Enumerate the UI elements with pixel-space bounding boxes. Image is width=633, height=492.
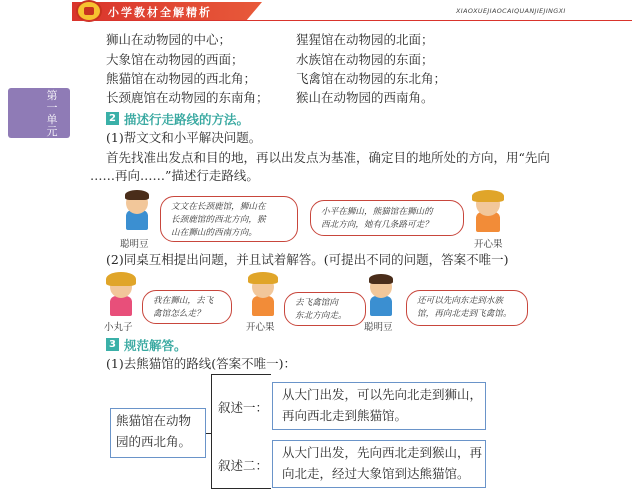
connector-line xyxy=(211,374,212,488)
bubble-line: 长颈鹿馆的西北方向，猴 xyxy=(171,215,266,225)
location-item: 狮山在动物园的中心； xyxy=(106,32,232,47)
paragraph-line: 首先找准出发点和目的地，再以出发点为基准，确定目的地所处的方向，用“先向 xyxy=(106,150,550,165)
kid-name: 聪明豆 xyxy=(364,322,393,333)
section-number: 3 xyxy=(106,338,119,351)
bubble-line: 去飞禽馆向 xyxy=(295,298,338,308)
bubble-line: 山在狮山的西南方向。 xyxy=(171,228,257,238)
connector-line xyxy=(211,488,271,489)
speech-bubble xyxy=(284,292,366,326)
kid-illustration xyxy=(246,272,280,318)
bubble-line: 东北方向走。 xyxy=(295,311,347,321)
kid-illustration xyxy=(366,274,396,318)
speech-bubble xyxy=(142,290,232,324)
header-title: 小学教材全解精析 xyxy=(108,6,212,19)
kid-illustration xyxy=(470,190,506,234)
root-text: 园的西北角。 xyxy=(116,434,192,449)
answer-line: 从大门出发，可以先向北走到狮山， xyxy=(282,387,483,402)
location-item: 熊猫馆在动物园的西北角； xyxy=(106,71,257,86)
location-item: 猩猩馆在动物园的北面； xyxy=(296,32,434,47)
location-item: 飞禽馆在动物园的东北角； xyxy=(296,71,447,86)
bubble-line: 小平在狮山，熊猫馆在狮山的 xyxy=(321,207,433,217)
bubble-line: 西北方向，她有几条路可走？ xyxy=(321,220,433,230)
header-pinyin: XIAOXUEJIAOCAIQUANJIEJINGXI xyxy=(456,7,566,15)
question-2: (2)同桌互相提出问题，并且试着解答。(可提出不同的问题，答案不唯一) xyxy=(106,252,509,267)
narrative-label: 叙述二： xyxy=(218,458,269,473)
kid-name: 开心果 xyxy=(246,322,275,333)
kid-illustration xyxy=(122,190,152,232)
answer-line: 向北走，经过大象馆到达熊猫馆。 xyxy=(282,466,470,481)
root-text: 熊猫馆在动物 xyxy=(116,413,192,428)
unit-side-tab-label: 第一单元 xyxy=(46,89,58,138)
section-title: 规范解答。 xyxy=(124,338,187,353)
section-number: 2 xyxy=(106,112,119,125)
kid-name: 小丸子 xyxy=(104,322,133,333)
answer-line: 从大门出发，先向西北走到猴山，再 xyxy=(282,445,483,460)
bubble-line: 我在狮山，去飞 xyxy=(153,296,214,306)
section-title: 描述行走路线的方法。 xyxy=(124,112,250,127)
connector-line xyxy=(211,374,271,375)
unit-side-tab xyxy=(8,88,70,138)
question-1: (1)帮文文和小平解决问题。 xyxy=(106,130,262,145)
narrative-label: 叙述一： xyxy=(218,400,269,415)
bubble-line: 禽馆怎么走？ xyxy=(153,309,205,319)
paragraph-line: ……再向……”描述行走路线。 xyxy=(90,168,259,183)
bubble-line: 还可以先向东走到水族 xyxy=(417,296,503,306)
header-rule xyxy=(72,20,632,21)
kid-name: 聪明豆 xyxy=(120,239,149,250)
bubble-line: 馆，再向北走到飞禽馆。 xyxy=(417,309,512,319)
location-item: 水族馆在动物园的东面； xyxy=(296,52,434,67)
bubble-line: 文文在长颈鹿馆，狮山在 xyxy=(171,202,266,212)
location-item: 猴山在动物园的西南角。 xyxy=(296,90,434,105)
question-1: (1)去熊猫馆的路线(答案不唯一)： xyxy=(106,356,296,371)
location-item: 大象馆在动物园的西面； xyxy=(106,52,244,67)
speech-bubble xyxy=(310,200,464,236)
answer-line: 再向西北走到熊猫馆。 xyxy=(282,408,408,423)
speech-bubble xyxy=(160,196,298,242)
logo-icon xyxy=(76,0,102,22)
kid-illustration xyxy=(104,272,138,318)
location-item: 长颈鹿馆在动物园的东南角； xyxy=(106,90,269,105)
speech-bubble xyxy=(406,290,528,326)
kid-name: 开心果 xyxy=(474,239,503,250)
